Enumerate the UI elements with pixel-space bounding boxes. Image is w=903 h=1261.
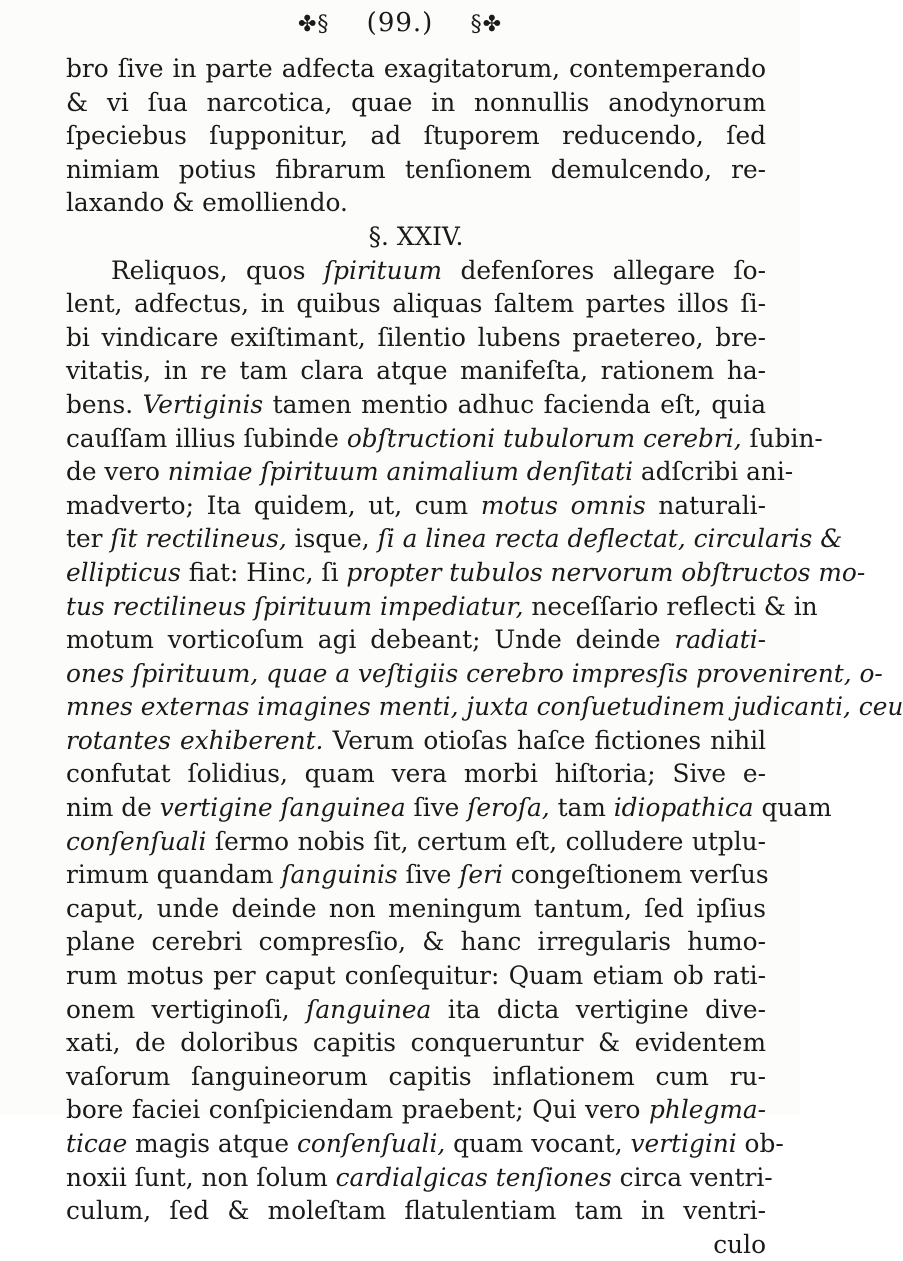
italic-segment: ſanguinea	[306, 994, 432, 1024]
text-segment: culo	[713, 1229, 766, 1259]
text-line	[66, 1060, 766, 1094]
text-segment: rimum quandam	[66, 860, 282, 890]
text-line	[66, 422, 823, 456]
italic-segment: radiati-	[674, 625, 766, 655]
italic-segment: ſit rectilineus,	[110, 524, 287, 554]
text-line	[66, 690, 903, 724]
italic-segment: Vertiginis	[142, 389, 264, 419]
text-line	[66, 86, 766, 120]
body-text	[66, 52, 903, 1261]
text-segment: quam vocant,	[445, 1129, 631, 1158]
text-segment: bi vindicare exiſtimant, ſilentio lubens praetereo, bre-	[66, 322, 766, 352]
text-line	[66, 119, 766, 153]
text-segment: vitatis, in re tam clara atque manifeſta, rationem ha-	[66, 356, 766, 386]
italic-segment: ſpirituum	[323, 255, 443, 285]
text-segment: congeſtionem verſus	[502, 860, 769, 890]
text-segment: fiat: Hinc, ſi	[180, 557, 347, 587]
text-segment: de vero	[66, 457, 168, 487]
italic-segment: idiopathica	[613, 793, 754, 823]
text-line	[66, 52, 766, 86]
text-segment: caput, unde deinde non meningum tantum, ſed ipſius	[66, 893, 766, 923]
text-segment: Verum otioſas haſce fictiones nihil	[323, 725, 767, 755]
text-line	[66, 186, 766, 220]
text-segment: motum vorticoſum agi debeant; Unde deinde	[66, 625, 675, 655]
text-segment: bro ſive in parte adfecta exagitatorum, contemperando	[66, 54, 766, 83]
text-line	[66, 757, 766, 791]
text-segment: ſubin-	[741, 423, 823, 453]
text-segment: plane cerebri compresſio, & hanc irregularis humo-	[66, 927, 766, 957]
text-segment: ſermo nobis ſit, certum eſt, colludere utplu-	[206, 826, 766, 856]
text-segment: naturali-	[645, 490, 766, 520]
italic-segment: tus rectilineus ſpirituum impediatur,	[66, 591, 524, 621]
text-segment: bens.	[66, 389, 143, 419]
italic-segment: vertigini	[630, 1129, 737, 1158]
text-line	[66, 993, 766, 1027]
text-segment: circa ventri-	[611, 1162, 773, 1192]
italic-segment: propter tubulos nervorum obſtructos mo-	[346, 557, 866, 587]
italic-segment: cardialgicas tenſiones	[335, 1162, 612, 1192]
text-line	[66, 623, 766, 657]
text-line	[66, 1127, 784, 1161]
text-line	[66, 657, 883, 691]
italic-segment: mnes externas imagines menti, juxta conſuetudinem judicanti, ceu	[66, 692, 903, 722]
text-line	[66, 522, 843, 556]
text-segment: ob-	[736, 1129, 784, 1158]
text-line	[66, 1228, 766, 1261]
text-line	[66, 455, 794, 489]
text-segment: & vi ſua narcotica, quae in nonnullis anodynorum	[66, 87, 766, 117]
italic-segment: ſi a linea recta deflectat, circularis &	[377, 524, 843, 554]
text-segment: cauſſam illius ſubinde	[66, 423, 347, 453]
text-segment: lent, adfectus, in quibus aliquas ſaltem partes illos ſi-	[66, 289, 766, 319]
text-segment: rum motus per caput conſequitur: Quam etiam ob rati-	[66, 961, 766, 991]
italic-segment: ſeri	[459, 860, 503, 890]
text-segment: Reliquos, quos	[111, 255, 324, 285]
italic-segment: rotantes exhiberent.	[66, 725, 324, 755]
text-line	[66, 489, 766, 523]
page-number: (99.)	[366, 8, 434, 38]
text-segment: xati, de doloribus capitis conqueruntur & evidentem	[66, 1028, 766, 1058]
text-segment: tamen mentio adhuc facienda eſt, quia	[263, 389, 766, 419]
text-segment: quam	[753, 793, 832, 823]
text-line	[66, 354, 766, 388]
text-line	[66, 321, 766, 355]
ornament-left: ✤§	[297, 12, 330, 37]
italic-segment: nimiae ſpirituum animalium denſitati	[167, 457, 634, 487]
text-segment: defenſores allegare ſo-	[442, 255, 766, 285]
text-segment: nim de	[66, 793, 160, 823]
text-segment: nimiam potius fibrarum tenſionem demulcendo, re-	[66, 154, 766, 184]
text-segment: ita dicta vertigine dive-	[431, 994, 766, 1024]
text-line	[66, 858, 769, 892]
italic-segment: ticae	[66, 1129, 128, 1158]
text-line	[66, 1194, 766, 1228]
text-line	[66, 791, 832, 825]
italic-segment: ſeroſa,	[467, 793, 550, 823]
text-line	[66, 254, 766, 288]
text-line	[66, 153, 766, 187]
text-segment: magis atque	[127, 1129, 297, 1158]
text-segment: ſive	[397, 860, 460, 890]
italic-segment: conſenſuali	[66, 826, 207, 856]
text-segment: §. XXIV.	[368, 221, 464, 251]
italic-segment: obſtructioni tubulorum cerebri,	[346, 423, 742, 453]
text-segment: neceſſario reflecti & in	[523, 591, 818, 621]
text-segment: ter	[66, 524, 111, 554]
text-line	[66, 724, 766, 758]
italic-segment: ſanguinis	[281, 860, 398, 890]
text-line	[66, 287, 766, 321]
text-segment: ſpeciebus ſupponitur, ad ſtuporem reducendo, ſed	[66, 121, 766, 151]
text-line	[66, 892, 766, 926]
italic-segment: phlegma-	[649, 1095, 766, 1125]
italic-segment: ones ſpirituum, quae a veſtigiis cerebro impresſis provenirent, o-	[66, 658, 883, 688]
text-line	[66, 1093, 766, 1127]
text-segment: laxando & emolliendo.	[66, 188, 348, 218]
text-segment: vaſorum ſanguineorum capitis inflationem cum ru-	[66, 1061, 766, 1091]
text-segment: adſcribi ani-	[633, 457, 794, 487]
text-segment: confutat ſolidius, quam vera morbi hiſtoria; Sive e-	[66, 759, 766, 789]
text-segment: madverto; Ita quidem, ut, cum	[66, 490, 481, 520]
text-line	[66, 1161, 773, 1195]
text-segment: ſive	[405, 793, 468, 823]
text-line	[66, 220, 766, 254]
text-line	[66, 959, 766, 993]
running-header	[0, 8, 800, 38]
text-line	[66, 556, 866, 590]
text-line	[66, 590, 818, 624]
text-line	[66, 1026, 766, 1060]
text-segment: tam	[549, 793, 614, 823]
text-segment: isque,	[286, 524, 378, 554]
italic-segment: conſenſuali,	[297, 1129, 446, 1158]
ornament-right: §✤	[470, 12, 503, 37]
italic-segment: vertigine ſanguinea	[159, 793, 406, 823]
text-segment: onem vertiginoſi,	[66, 994, 307, 1024]
text-segment: culum, ſed & moleſtam flatulentiam tam in ventri-	[66, 1196, 766, 1226]
italic-segment: motus omnis	[480, 490, 646, 520]
text-line	[66, 388, 766, 422]
text-line	[66, 825, 766, 859]
text-segment: noxii ſunt, non ſolum	[66, 1162, 336, 1192]
text-segment: bore faciei conſpiciendam praebent; Qui vero	[66, 1095, 649, 1125]
italic-segment: ellipticus	[66, 557, 181, 587]
text-line	[66, 925, 766, 959]
